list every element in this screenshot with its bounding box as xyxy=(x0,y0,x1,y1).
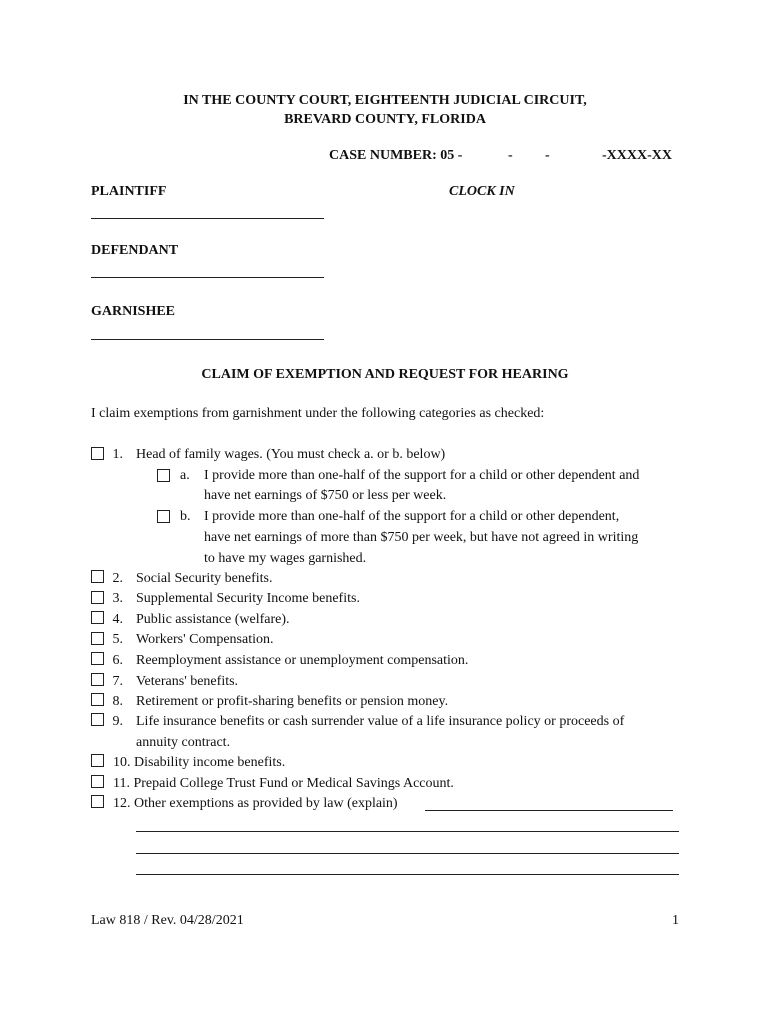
item-11-text: 11. Prepaid College Trust Fund or Medical Savings Account. xyxy=(113,776,454,791)
intro-text: I claim exemptions from garnishment under the following categories as checked: xyxy=(91,406,545,421)
item-5-text: Workers' Compensation. xyxy=(136,632,274,647)
item-3-text: Supplemental Security Income benefits. xyxy=(136,591,360,606)
item-1a-line2: have net earnings of $750 or less per week. xyxy=(204,488,447,503)
page-number: 1 xyxy=(672,913,679,928)
explain-line-1[interactable] xyxy=(136,831,679,832)
item-1b-line2: have net earnings of more than $750 per week, but have not agreed in writing xyxy=(204,530,639,545)
court-name-line1: IN THE COUNTY COURT, EIGHTEENTH JUDICIAL CIRCUIT, xyxy=(183,93,587,108)
defendant-line[interactable] xyxy=(91,277,324,278)
item-3-number: 3. xyxy=(112,591,123,606)
case-number-suffix: -XXXX-XX xyxy=(602,148,672,163)
explain-line-3[interactable] xyxy=(136,874,679,875)
item-7-number: 7. xyxy=(112,674,123,689)
checkbox-item-1b[interactable] xyxy=(157,510,170,523)
item-9-number: 9. xyxy=(112,714,123,729)
checkbox-item-11[interactable] xyxy=(91,775,104,788)
checkbox-item-10[interactable] xyxy=(91,754,104,767)
court-name-line2: BREVARD COUNTY, FLORIDA xyxy=(284,112,486,127)
item-8-number: 8. xyxy=(112,694,123,709)
item-8-text: Retirement or profit-sharing benefits or pension money. xyxy=(136,694,449,709)
item-2-text: Social Security benefits. xyxy=(136,571,273,586)
item-2-number: 2. xyxy=(112,571,123,586)
item-5-number: 5. xyxy=(112,632,123,647)
form-revision: Law 818 / Rev. 04/28/2021 xyxy=(91,913,244,928)
item-9-line2: annuity contract. xyxy=(136,735,231,750)
item-12-text: 12. Other exemptions as provided by law (explain) xyxy=(113,796,398,811)
item-6-text: Reemployment assistance or unemployment compensation. xyxy=(136,653,469,668)
explain-line-2[interactable] xyxy=(136,853,679,854)
plaintiff-label: PLAINTIFF xyxy=(91,184,167,199)
garnishee-line[interactable] xyxy=(91,339,324,340)
item-1-text: Head of family wages. (You must check a. or b. below) xyxy=(136,447,446,462)
item-6-number: 6. xyxy=(112,653,123,668)
item-7-text: Veterans' benefits. xyxy=(136,674,239,689)
checkbox-item-1a[interactable] xyxy=(157,469,170,482)
item-1b-line1: I provide more than one-half of the support for a child or other dependent, xyxy=(204,509,620,524)
item-1a-line1: I provide more than one-half of the support for a child or other dependent and xyxy=(204,468,640,483)
item-12-explain-line[interactable] xyxy=(425,810,673,811)
plaintiff-line[interactable] xyxy=(91,218,324,219)
item-10-text: 10. Disability income benefits. xyxy=(113,755,286,770)
clock-in-label: CLOCK IN xyxy=(449,184,515,199)
garnishee-label: GARNISHEE xyxy=(91,304,176,319)
case-number-dash-2: - xyxy=(545,148,550,163)
case-number-label: CASE NUMBER: 05 - xyxy=(329,148,463,163)
item-1b-letter: b. xyxy=(180,509,191,524)
item-1a-letter: a. xyxy=(180,468,190,483)
item-9-line1: Life insurance benefits or cash surrender value of a life insurance policy or proceeds of xyxy=(136,714,625,729)
form-title: CLAIM OF EXEMPTION AND REQUEST FOR HEARING xyxy=(201,367,569,382)
item-1b-line3: to have my wages garnished. xyxy=(204,551,367,566)
item-4-number: 4. xyxy=(112,612,123,627)
item-4-text: Public assistance (welfare). xyxy=(136,612,290,627)
checkbox-item-12[interactable] xyxy=(91,795,104,808)
defendant-label: DEFENDANT xyxy=(91,243,179,258)
item-1-number: 1. xyxy=(112,447,123,462)
case-number-dash-1: - xyxy=(508,148,513,163)
